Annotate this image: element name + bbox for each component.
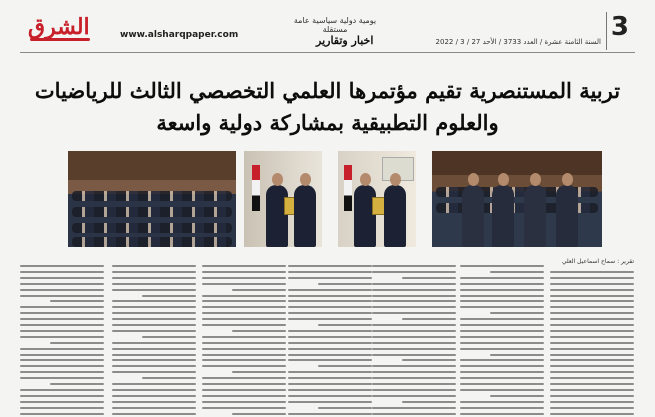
text-line	[232, 413, 286, 415]
text-line	[550, 342, 634, 344]
text-line	[402, 401, 456, 403]
text-line	[490, 312, 544, 314]
text-line	[112, 330, 196, 332]
text-line	[112, 289, 196, 291]
text-line	[202, 395, 286, 397]
text-line	[402, 318, 456, 320]
tagline: يومية دولية سياسية عامة مستقلة	[293, 16, 377, 34]
iraqi-flag-icon-2	[344, 165, 352, 211]
text-line	[550, 407, 634, 409]
text-line	[202, 283, 286, 285]
text-line	[460, 348, 544, 350]
text-line	[318, 365, 372, 367]
text-line	[550, 348, 634, 350]
text-line	[550, 271, 634, 273]
text-line	[372, 348, 456, 350]
text-line	[372, 312, 456, 314]
text-line	[202, 407, 286, 409]
text-line	[20, 354, 104, 356]
text-line	[318, 283, 372, 285]
text-line	[550, 289, 634, 291]
text-line	[372, 365, 456, 367]
text-line	[112, 271, 196, 273]
text-line	[112, 318, 196, 320]
section-title: اخبار وتقارير	[316, 34, 374, 47]
headline-line-2: والعلوم التطبيقية بمشاركة دولية واسعة	[156, 110, 499, 135]
text-line	[288, 330, 372, 332]
text-line	[202, 336, 286, 338]
text-line	[372, 371, 456, 373]
text-line	[202, 312, 286, 314]
text-line	[372, 342, 456, 344]
text-line	[20, 312, 104, 314]
text-line	[20, 283, 104, 285]
article-byline: تقرير : سماح اسماعيل العلي	[561, 258, 634, 265]
text-line	[288, 271, 372, 273]
text-line	[460, 295, 544, 297]
text-line	[460, 277, 544, 279]
article-column	[460, 261, 544, 417]
text-line	[550, 413, 634, 415]
text-line	[372, 306, 456, 308]
text-line	[460, 413, 544, 415]
text-line	[202, 318, 286, 320]
text-line	[112, 365, 196, 367]
text-line	[112, 300, 196, 302]
text-line	[372, 330, 456, 332]
text-line	[112, 383, 196, 385]
text-line	[372, 324, 456, 326]
text-line	[288, 395, 372, 397]
text-line	[460, 377, 544, 379]
text-line	[372, 407, 456, 409]
text-line	[20, 318, 104, 320]
text-line	[318, 407, 372, 409]
text-line	[288, 318, 372, 320]
text-line	[202, 401, 286, 403]
text-line	[112, 413, 196, 415]
text-line	[550, 389, 634, 391]
text-line	[288, 336, 372, 338]
article-body	[20, 258, 635, 417]
text-line	[112, 348, 196, 350]
text-line	[288, 354, 372, 356]
text-line	[550, 401, 634, 403]
text-line	[112, 265, 196, 267]
text-line	[460, 324, 544, 326]
text-line	[372, 336, 456, 338]
text-line	[202, 365, 286, 367]
text-line	[460, 330, 544, 332]
text-line	[112, 277, 196, 279]
text-line	[112, 359, 196, 361]
text-line	[232, 289, 286, 291]
text-line	[460, 283, 544, 285]
text-line	[550, 324, 634, 326]
text-line	[372, 395, 456, 397]
text-line	[402, 359, 456, 361]
text-line	[288, 277, 372, 279]
logo-text: الشرق	[28, 14, 90, 40]
text-line	[20, 330, 104, 332]
text-line	[550, 312, 634, 314]
text-line	[202, 306, 286, 308]
text-line	[288, 348, 372, 350]
text-line	[20, 271, 104, 273]
text-line	[372, 283, 456, 285]
text-line	[288, 265, 372, 267]
text-line	[372, 383, 456, 385]
text-line	[20, 371, 104, 373]
text-line	[550, 306, 634, 308]
text-line	[20, 336, 104, 338]
text-line	[288, 342, 372, 344]
text-line	[202, 295, 286, 297]
text-line	[372, 389, 456, 391]
text-line	[372, 377, 456, 379]
presentation-photo-center-right	[338, 151, 416, 247]
article-column	[288, 261, 372, 417]
text-line	[202, 348, 286, 350]
text-line	[50, 300, 104, 302]
text-line	[20, 324, 104, 326]
text-line	[20, 277, 104, 279]
text-line	[288, 289, 372, 291]
text-line	[288, 371, 372, 373]
text-line	[112, 395, 196, 397]
text-line	[232, 371, 286, 373]
article-column	[550, 258, 634, 417]
text-line	[318, 324, 372, 326]
text-line	[550, 359, 634, 361]
text-line	[202, 324, 286, 326]
article-column	[20, 261, 104, 417]
text-line	[112, 389, 196, 391]
text-line	[288, 295, 372, 297]
article-column	[372, 261, 456, 417]
text-line	[202, 354, 286, 356]
text-line	[288, 389, 372, 391]
text-line	[550, 318, 634, 320]
text-line	[550, 365, 634, 367]
newspaper-logo	[28, 14, 90, 41]
text-line	[372, 413, 456, 415]
text-line	[50, 342, 104, 344]
text-line	[460, 342, 544, 344]
text-line	[288, 413, 372, 415]
issue-line: السنة الثامنة عشرة / العدد 3733 / الأحد 27 / 3 / 2022	[435, 38, 601, 46]
text-line	[550, 371, 634, 373]
text-line	[550, 395, 634, 397]
text-line	[202, 265, 286, 267]
text-line	[20, 348, 104, 350]
text-line	[112, 324, 196, 326]
headline-line-1: تربية المستنصرية تقيم مؤتمرها العلمي التخصصي الثالث للرياضيات	[34, 78, 621, 103]
text-line	[112, 407, 196, 409]
text-line	[372, 300, 456, 302]
text-line	[288, 377, 372, 379]
text-line	[460, 318, 544, 320]
text-line	[288, 359, 372, 361]
article-column	[112, 261, 196, 417]
text-line	[20, 295, 104, 297]
text-line	[232, 330, 286, 332]
text-line	[20, 377, 104, 379]
text-line	[142, 295, 196, 297]
text-line	[112, 354, 196, 356]
text-line	[490, 395, 544, 397]
text-line	[142, 377, 196, 379]
text-line	[372, 289, 456, 291]
text-line	[550, 377, 634, 379]
text-line	[112, 342, 196, 344]
text-line	[20, 407, 104, 409]
text-line	[372, 295, 456, 297]
presentation-photo-center-left	[244, 151, 322, 247]
text-line	[50, 383, 104, 385]
audience-photo-right	[432, 151, 602, 247]
text-line	[288, 383, 372, 385]
text-line	[550, 283, 634, 285]
text-line	[372, 265, 456, 267]
masthead	[20, 8, 635, 53]
text-line	[202, 271, 286, 273]
article-column	[202, 261, 286, 417]
text-line	[460, 389, 544, 391]
text-line	[20, 306, 104, 308]
text-line	[288, 306, 372, 308]
text-line	[112, 401, 196, 403]
text-line	[20, 289, 104, 291]
text-line	[550, 383, 634, 385]
text-line	[460, 289, 544, 291]
text-line	[112, 312, 196, 314]
photo-strip	[20, 151, 635, 247]
text-line	[142, 336, 196, 338]
text-line	[490, 354, 544, 356]
text-line	[460, 401, 544, 403]
text-line	[550, 295, 634, 297]
text-line	[202, 383, 286, 385]
site-url: www.alsharqpaper.com	[120, 30, 239, 40]
text-line	[460, 407, 544, 409]
text-line	[550, 277, 634, 279]
text-line	[20, 395, 104, 397]
text-line	[20, 265, 104, 267]
text-line	[288, 312, 372, 314]
text-line	[460, 336, 544, 338]
text-line	[112, 283, 196, 285]
text-line	[550, 330, 634, 332]
text-line	[20, 365, 104, 367]
text-line	[460, 306, 544, 308]
audience-photo-left	[68, 151, 236, 247]
text-line	[288, 401, 372, 403]
text-line	[460, 383, 544, 385]
text-line	[550, 354, 634, 356]
page-number: 3	[610, 12, 629, 42]
text-line	[550, 336, 634, 338]
text-line	[202, 377, 286, 379]
text-line	[460, 365, 544, 367]
text-line	[20, 359, 104, 361]
text-line	[20, 389, 104, 391]
text-line	[402, 277, 456, 279]
text-line	[20, 413, 104, 415]
text-line	[460, 300, 544, 302]
text-line	[112, 306, 196, 308]
text-line	[460, 359, 544, 361]
article-headline	[20, 75, 635, 139]
text-line	[202, 389, 286, 391]
text-line	[202, 342, 286, 344]
text-line	[202, 359, 286, 361]
text-line	[372, 354, 456, 356]
iraqi-flag-icon	[252, 165, 260, 211]
text-line	[460, 265, 544, 267]
text-line	[490, 271, 544, 273]
text-line	[20, 401, 104, 403]
text-line	[202, 277, 286, 279]
text-line	[460, 371, 544, 373]
text-line	[550, 300, 634, 302]
text-line	[202, 300, 286, 302]
text-line	[372, 271, 456, 273]
masthead-divider	[606, 12, 607, 50]
text-line	[112, 371, 196, 373]
text-line	[288, 300, 372, 302]
